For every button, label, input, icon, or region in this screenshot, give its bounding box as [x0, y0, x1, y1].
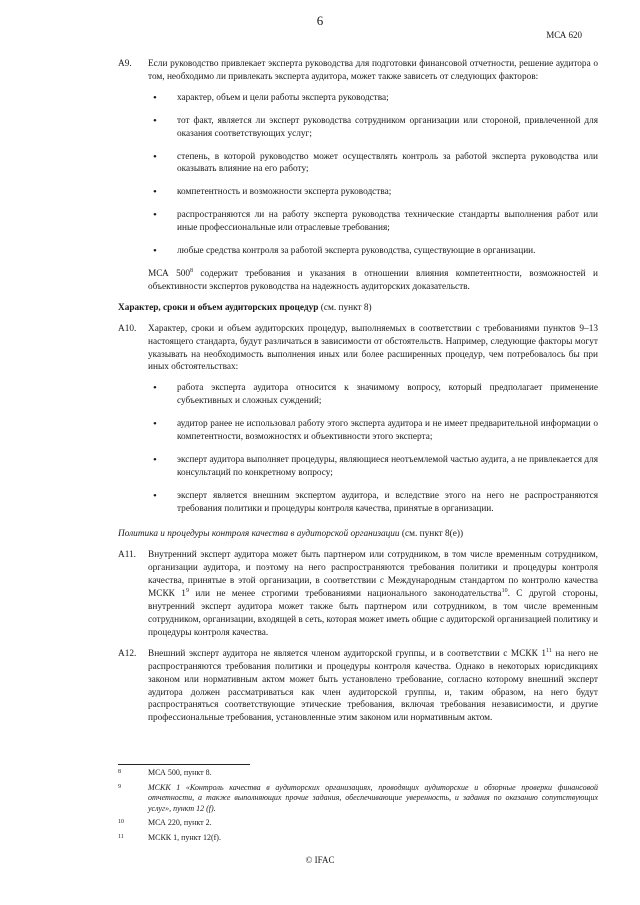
paragraph-intro: Если руководство привлекает эксперта руководства для подготовки финансовой отчетности, решение аудитора о том, необходимо ли привлекать эксперта аудитора, может также зависеть от следующих факторов: — [148, 59, 598, 82]
bullet-list — [148, 382, 598, 515]
paragraph-continuation: МСА $500^8$ содержит требования и указания в отношении влияния компетентности, возможностей и объективности экспертов руководства на надежность аудиторских доказательств. — [148, 267, 598, 292]
paragraph-intro: Характер, сроки и объем аудиторских процедур, выполняемых в соответствии с требованиями пунктов 9–13 настоящего стандарта, будут различаться в зависимости от обстоятельств. Например, следующие факторы могут указывать на необходимость выполнения иных или более расширенных процедур, чем потребовалось бы при иных обстоятельствах: — [148, 323, 598, 373]
list-item: • эксперт аудитора выполняет процедуры, являющиеся неотъемлемой частью аудита, а не привлекается для консультаций по конкретному вопросу; — [148, 454, 598, 480]
footnote-number: 10 — [118, 819, 124, 826]
list-item: • степень, в которой руководство может осуществлять контроль за работой эксперта руководства или оказывать влияние на его работу; — [148, 151, 598, 177]
footnote-number: 8 — [118, 769, 121, 775]
footnote-ref: 10 — [501, 588, 508, 595]
footnote: 9 МСКК 1 «Контроль качества в аудиторских организациях, проводящих аудиторские и обзорные проверки финансовой отчетности, а также выполняющих прочие задания, обеспечивающие уверенность, и задания по оказанию сопутствующих услуг», пункт 12 (f). — [118, 782, 598, 813]
footnote: 11 МСКК 1, пункт 12(f). — [118, 832, 221, 842]
list-item: • эксперт является внешним экспертом аудитора, и вследствие этого на него не распространяются требования политики и процедуры контроля качества, принятые в организации. — [148, 490, 598, 516]
bullet-list — [148, 92, 598, 258]
list-item: • компетентность и возможности эксперта руководства; — [148, 186, 598, 199]
paragraph-label: A9. — [118, 59, 132, 69]
footnote-ref: 9 — [185, 588, 189, 595]
standard-code: МСА 620 — [546, 30, 582, 40]
footnote-number: 11 — [118, 833, 124, 840]
list-item: • любые средства контроля за работой эксперта руководства, существующие в организации. — [148, 245, 598, 258]
footnotes — [118, 768, 598, 848]
footnote: 8 МСА 500, пункт 8. — [118, 768, 212, 777]
list-item: • работа эксперта аудитора относится к значимому вопросу, который предполагает применение субъективных и сложных суждений; — [148, 382, 598, 408]
main-content — [118, 58, 598, 725]
footnote-number: 9 — [118, 783, 121, 790]
paragraph-a10 — [118, 323, 598, 516]
paragraph-text: Внешний эксперт аудитора не является членом аудиторской группы, и в соответствии с МСКК $1^{11}$ на него не распространяются требования политики и процедуры контроля качества. Однако в некоторых юрисдикциях законом или нормативным актом может быть установлено требование, согласно которому внешний эксперт аудитора должен рассматриваться как член аудиторской группы, и, таким образом, на него будут распространяться соответствующие этические требования, включая требования независимости, и другие профессиональные требования, установленные этим законом или нормативным актом. — [148, 647, 598, 724]
footnote-ref: 11 — [546, 647, 552, 654]
paragraph-text: Внутренний эксперт аудитора может быть партнером или сотрудником, в том числе временным сотрудником, организации аудитора, и поэтому на него распространяются требования политики и процедуры контроля качества, принятые в этой организации, в соответствии с Международным стандартом по контролю качества МСКК $1^9$ или не менее строгими требованиями национального законодательства$^{10}$. С другой стороны, внутренний эксперт аудитора может также быть партнером или сотрудником, в том числе временным сотрудником, организации, входящей в сеть, которая может иметь общие с аудиторской организацией политику и процедуры контроля качества. — [148, 550, 598, 638]
footnote-divider — [118, 764, 250, 765]
footnote-ref: 8 — [190, 267, 194, 274]
paragraph-label: A10. — [118, 323, 137, 334]
copyright-footer: © IFAC — [305, 855, 335, 865]
footnote: 10 МСА 220, пункт 2. — [118, 818, 212, 828]
paragraph-a9 — [118, 58, 598, 258]
section-heading: Политика и процедуры контроля качества в аудиторской организации (см. пункт 8(е)) — [118, 528, 464, 539]
paragraph-label: A12. — [118, 648, 137, 659]
list-item: • тот факт, является ли эксперт руководства сотрудником организации или стороной, привлеченной для оказания соответствующих услуг; — [148, 115, 598, 141]
list-item: • характер, объем и цели работы эксперта руководства; — [148, 92, 598, 105]
paragraph-a11 — [118, 549, 598, 639]
paragraph-label: A11. — [118, 550, 136, 561]
page-number: 6 — [316, 13, 324, 28]
list-item: • распространяются ли на работу эксперта руководства технические стандарты выполнения работ или иные профессиональные или отраслевые требования; — [148, 209, 598, 235]
paragraph-a12 — [118, 648, 598, 725]
section-heading: Характер, сроки и объем аудиторских процедур (см. пункт 8) — [118, 302, 372, 313]
list-item: • аудитор ранее не использовал работу этого эксперта аудитора и не имеет предварительной информации о компетентности, возможностях и объективности этого эксперта; — [148, 418, 598, 444]
